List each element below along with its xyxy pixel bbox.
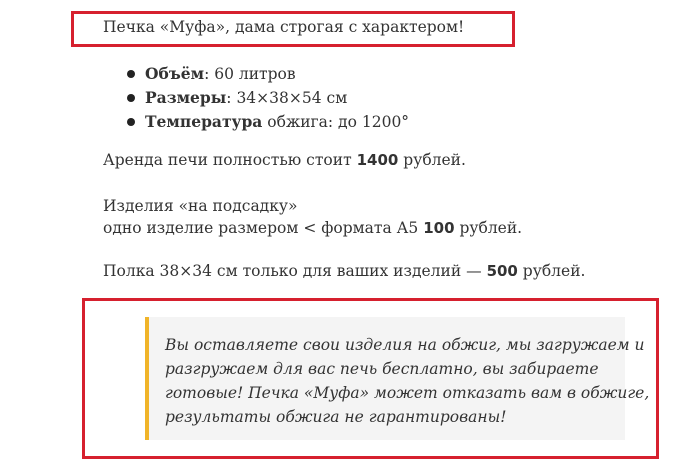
- intro-text: Печка «Муфа», дама строгая с характером!: [103, 18, 465, 36]
- rent-prefix: Аренда печи полностью стоит: [103, 151, 357, 169]
- spec-label: Температура: [145, 112, 263, 131]
- items-price-text: [103, 218, 522, 238]
- quote-line: готовые! Печка «Муфа» может отказать вам в обжиге,: [165, 384, 650, 402]
- spec-value: обжига: до 1200°: [262, 113, 410, 131]
- shelf-prefix: Полка 38×34 см только для ваших изделий —: [103, 262, 487, 280]
- items-amount: 100: [423, 219, 455, 237]
- notice-quote: [145, 317, 650, 440]
- rent-amount: 1400: [356, 151, 399, 169]
- spec-label: Объём: [145, 64, 205, 83]
- shelf-price-text: [103, 261, 585, 281]
- spec-value: : 34×38×54 см: [226, 89, 348, 107]
- rent-suffix: рублей.: [398, 151, 466, 169]
- list-item: [124, 110, 409, 134]
- specs-list: [124, 62, 409, 134]
- bullet-icon: [127, 70, 135, 78]
- quote-line: Вы оставляете свои изделия на обжиг, мы загружаем и: [165, 336, 645, 354]
- items-prefix: одно изделие размером < формата А5: [103, 219, 424, 237]
- quote-line: разгружаем для вас печь бесплатно, вы забираете: [165, 360, 599, 378]
- quote-line: результаты обжига не гарантированы!: [165, 408, 507, 426]
- bullet-icon: [127, 118, 135, 126]
- items-heading: Изделия «на подсадку»: [103, 197, 298, 215]
- spec-value: : 60 литров: [204, 65, 296, 83]
- rent-price-text: [103, 150, 466, 170]
- spec-label: Размеры: [145, 88, 227, 107]
- shelf-amount: 500: [486, 262, 518, 280]
- items-suffix: рублей.: [454, 219, 523, 237]
- shelf-suffix: рублей.: [517, 262, 586, 280]
- list-item: [124, 86, 409, 110]
- list-item: [124, 62, 409, 86]
- bullet-icon: [127, 94, 135, 102]
